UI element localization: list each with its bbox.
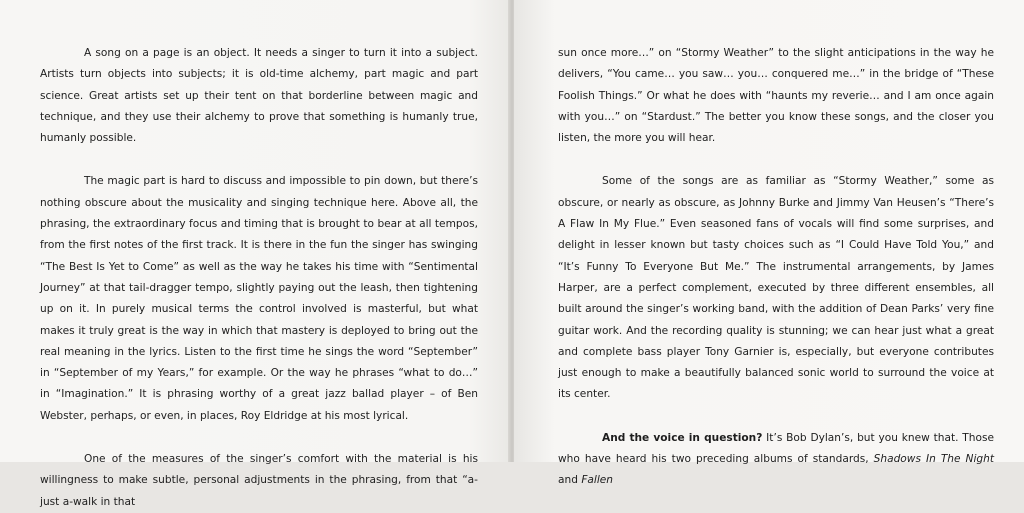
right-paragraph-3-text: It’s Bob Dylan’s, but you knew that. Those who have heard his two preceding albums of standards,	[558, 431, 994, 466]
left-page-text	[0, 0, 510, 513]
left-paragraph-2: The magic part is hard to discuss and impossible to pin down, but there’s nothing obscure about the musicality and singing technique here. Above all, the phrasing, the extraordinary focus and timing that is brought to bear at all tempos, from the first notes of the first track. It is there in the fun the singer has swinging “The Best Is Yet to Come” as well as the way he takes his time with “Sentimental Journey” at that tail-dragger tempo, slightly paying out the leash, then tightening up on it. In purely musical terms the control involved is masterful, but what makes it truly great is the way in which that mastery is deployed to bring out the real meaning in the lyrics. Listen to the first time he sings the word “September” in “September of my Years,” for example. Or the way he phrases “what to do…” in “Imagination.” It is phrasing worthy of a great jazz ballad player – of Ben Webster, perhaps, or even, in places, Roy Eldridge at his most lyrical.	[40, 175, 478, 422]
left-paragraph-3: One of the measures of the singer’s comfort with the material is his willingness to make subtle, personal adjustments in the phrasing, from that “a-just a-walk in that	[40, 453, 478, 508]
right-paragraph-3	[558, 428, 994, 492]
right-paragraph-3-and: and	[558, 474, 582, 487]
album-title-shadows: Shadows In The Night	[873, 453, 994, 466]
right-paragraph-2: Some of the songs are as familiar as “Stormy Weather,” some as obscure, or nearly as obscure, as Johnny Burke and Jimmy Van Heusen’s “There’s A Flaw In My Flue.” Even seasoned fans of vocals will find some surprises, and delight in lesser known but tasty choices such as “I Could Have Told You,” and “It’s Funny To Everyone But Me.” The instrumental arrangements, by James Harper, are a perfect complement, executed by three different ensembles, all built around the singer’s working band, with the addition of Dean Parks’ very fine guitar work. And the recording quality is stunning; we can hear just what a great and complete bass player Tony Garnier is, especially, but everyone contributes just enough to make a beautifully balanced sonic world to surround the voice at its center.	[558, 175, 994, 401]
album-title-fallen: Fallen	[581, 474, 614, 487]
right-page-text	[514, 0, 1024, 492]
right-paragraph-1: sun once more…” on “Stormy Weather” to the slight anticipations in the way he delivers, “You came… you saw… you… conquered me…” in the bridge of “These Foolish Things.” Or what he does with “haunts my reverie… and I am once again with you…” on “Stardust.” The better you know these songs, and the closer you listen, the more you will hear.	[558, 47, 994, 145]
voice-question-lead: And the voice in question?	[602, 431, 763, 444]
right-page	[514, 0, 1024, 487]
left-paragraph-1: A song on a page is an object. It needs a singer to turn it into a subject. Artists turn objects into subjects; it is old-time alchemy, part magic and part science. Great artists set up their tent on that borderline between magic and technique, and they use their alchemy to prove that something is humanly true, humanly possible.	[40, 47, 478, 145]
left-page	[0, 0, 510, 508]
